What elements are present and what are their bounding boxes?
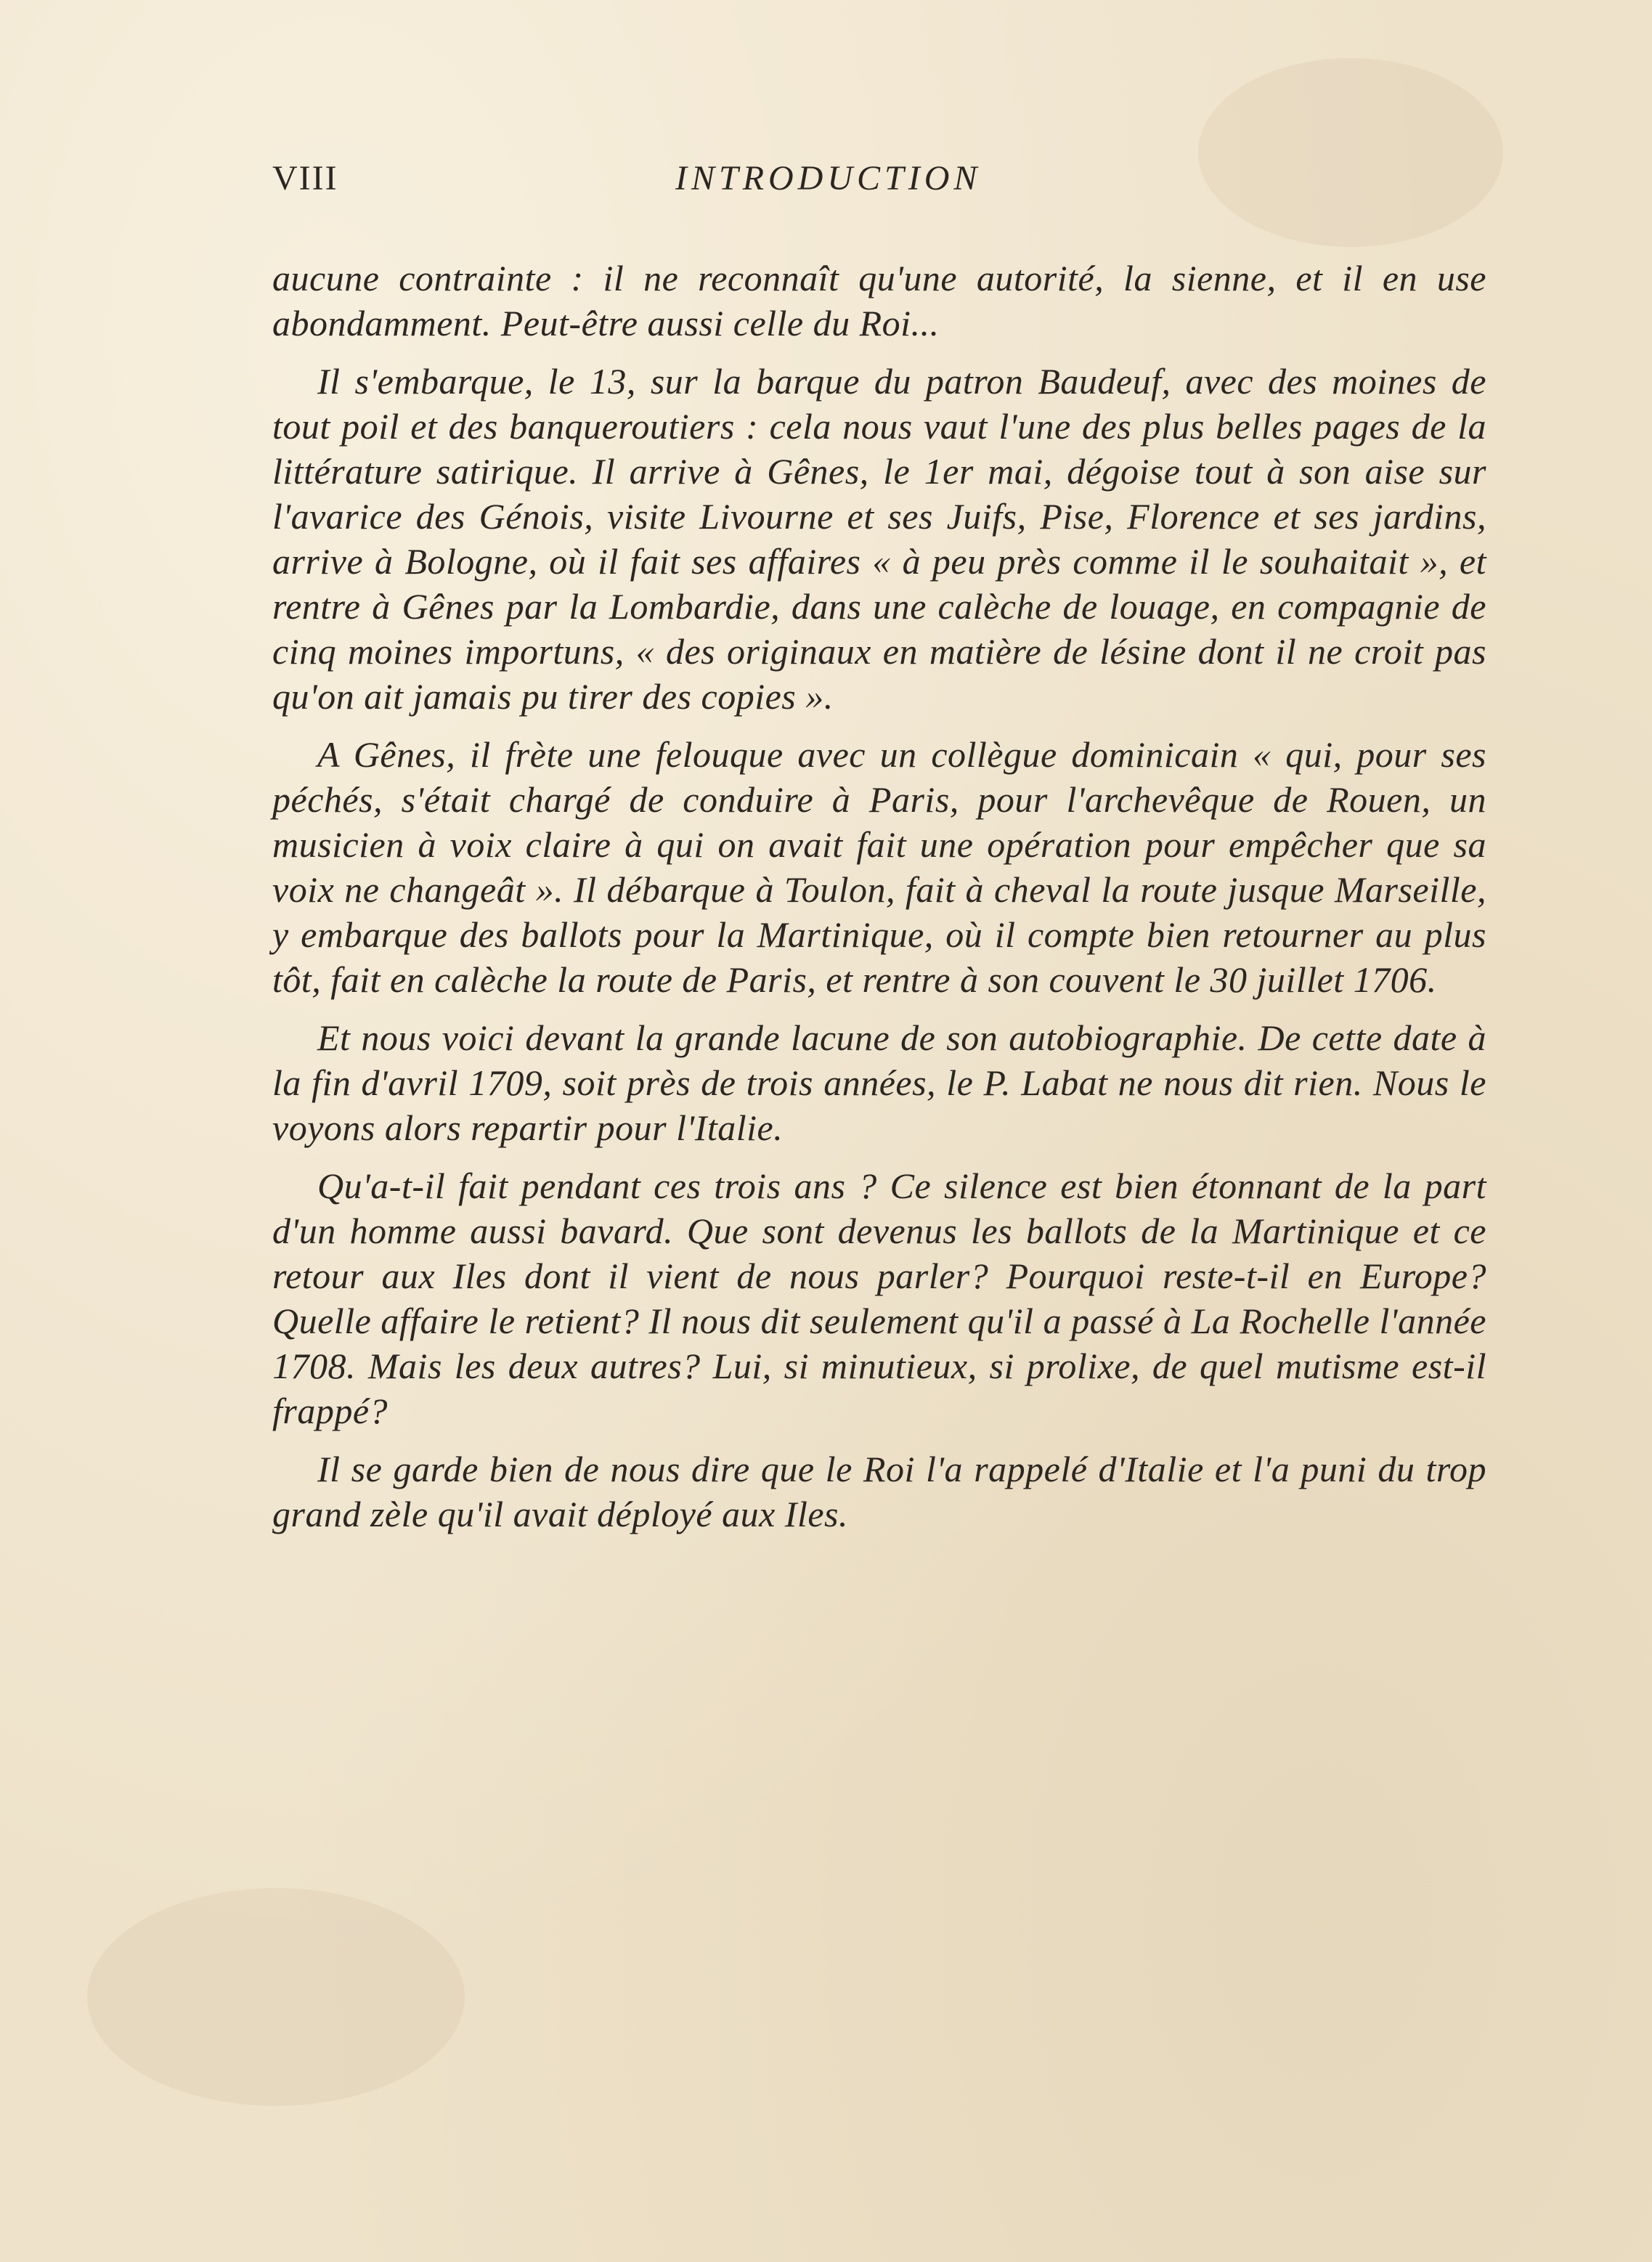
paragraph-6: Il se garde bien de nous dire que le Roi l'a rappelé d'Italie et l'a puni du trop grand zèle qu'il avait déployé aux Iles. xyxy=(272,1449,1486,1534)
paragraph-3: A Gênes, il frète une felouque avec un collègue dominicain « qui, pour ses péchés, s'était chargé de conduire à Paris, pour l'archevêque de Rouen, un musicien à voix claire à qui on avait fait une opération pour empêcher que sa voix ne changeât ». Il débarque à Toulon, fait à cheval la route jusque Marseille, y embarque des ballots pour la Martinique, où il compte bien retourner au plus tôt, fait en calèche la route de Paris, et rentre à son couvent le 30 juillet 1706. xyxy=(272,734,1486,1000)
running-head xyxy=(272,158,1489,216)
page-number: VIII xyxy=(272,159,338,198)
paragraph-2: Il s'embarque, le 13, sur la barque du patron Baudeuf, avec des moines de tout poil et des banqueroutiers : cela nous vaut l'une des plus belles pages de la littérature satirique. Il arrive à Gênes, le 1er mai, dégoise tout à son aise sur l'avarice des Génois, visite Livourne et ses Juifs, Pise, Florence et ses jardins, arrive à Bologne, où il fait ses affaires « à peu près comme il le souhaitait », et rentre à Gênes par la Lombardie, dans une calèche de louage, en compagnie de cinq moines importuns, « des originaux en matière de lésine dont il ne croit pas qu'on ait jamais pu tirer des copies ». xyxy=(272,361,1486,717)
running-title: INTRODUCTION xyxy=(675,159,982,198)
paper-stain xyxy=(1198,58,1503,247)
paragraph-5: Qu'a-t-il fait pendant ces trois ans ? Ce silence est bien étonnant de la part d'un homme aussi bavard. Que sont devenus les ballots de la Martinique et ce retour aux Iles dont il vient de nous parler? Pourquoi reste-t-il en Europe? Quelle affaire le retient? Il nous dit seulement qu'il a passé à La Rochelle l'année 1708. Mais les deux autres? Lui, si minutieux, si prolixe, de quel mutisme est-il frappé? xyxy=(272,1165,1486,1431)
text-block xyxy=(272,256,1486,1550)
paragraph-1: aucune contrainte : il ne reconnaît qu'une autorité, la sienne, et il en use abondamment. Peut-être aussi celle du Roi... xyxy=(272,258,1486,343)
paper-stain xyxy=(87,1888,465,2106)
paragraph-4: Et nous voici devant la grande lacune de son autobiographie. De cette date à la fin d'avril 1709, soit près de trois années, le P. Labat ne nous dit rien. Nous le voyons alors repartir pour l'Italie. xyxy=(272,1017,1486,1148)
